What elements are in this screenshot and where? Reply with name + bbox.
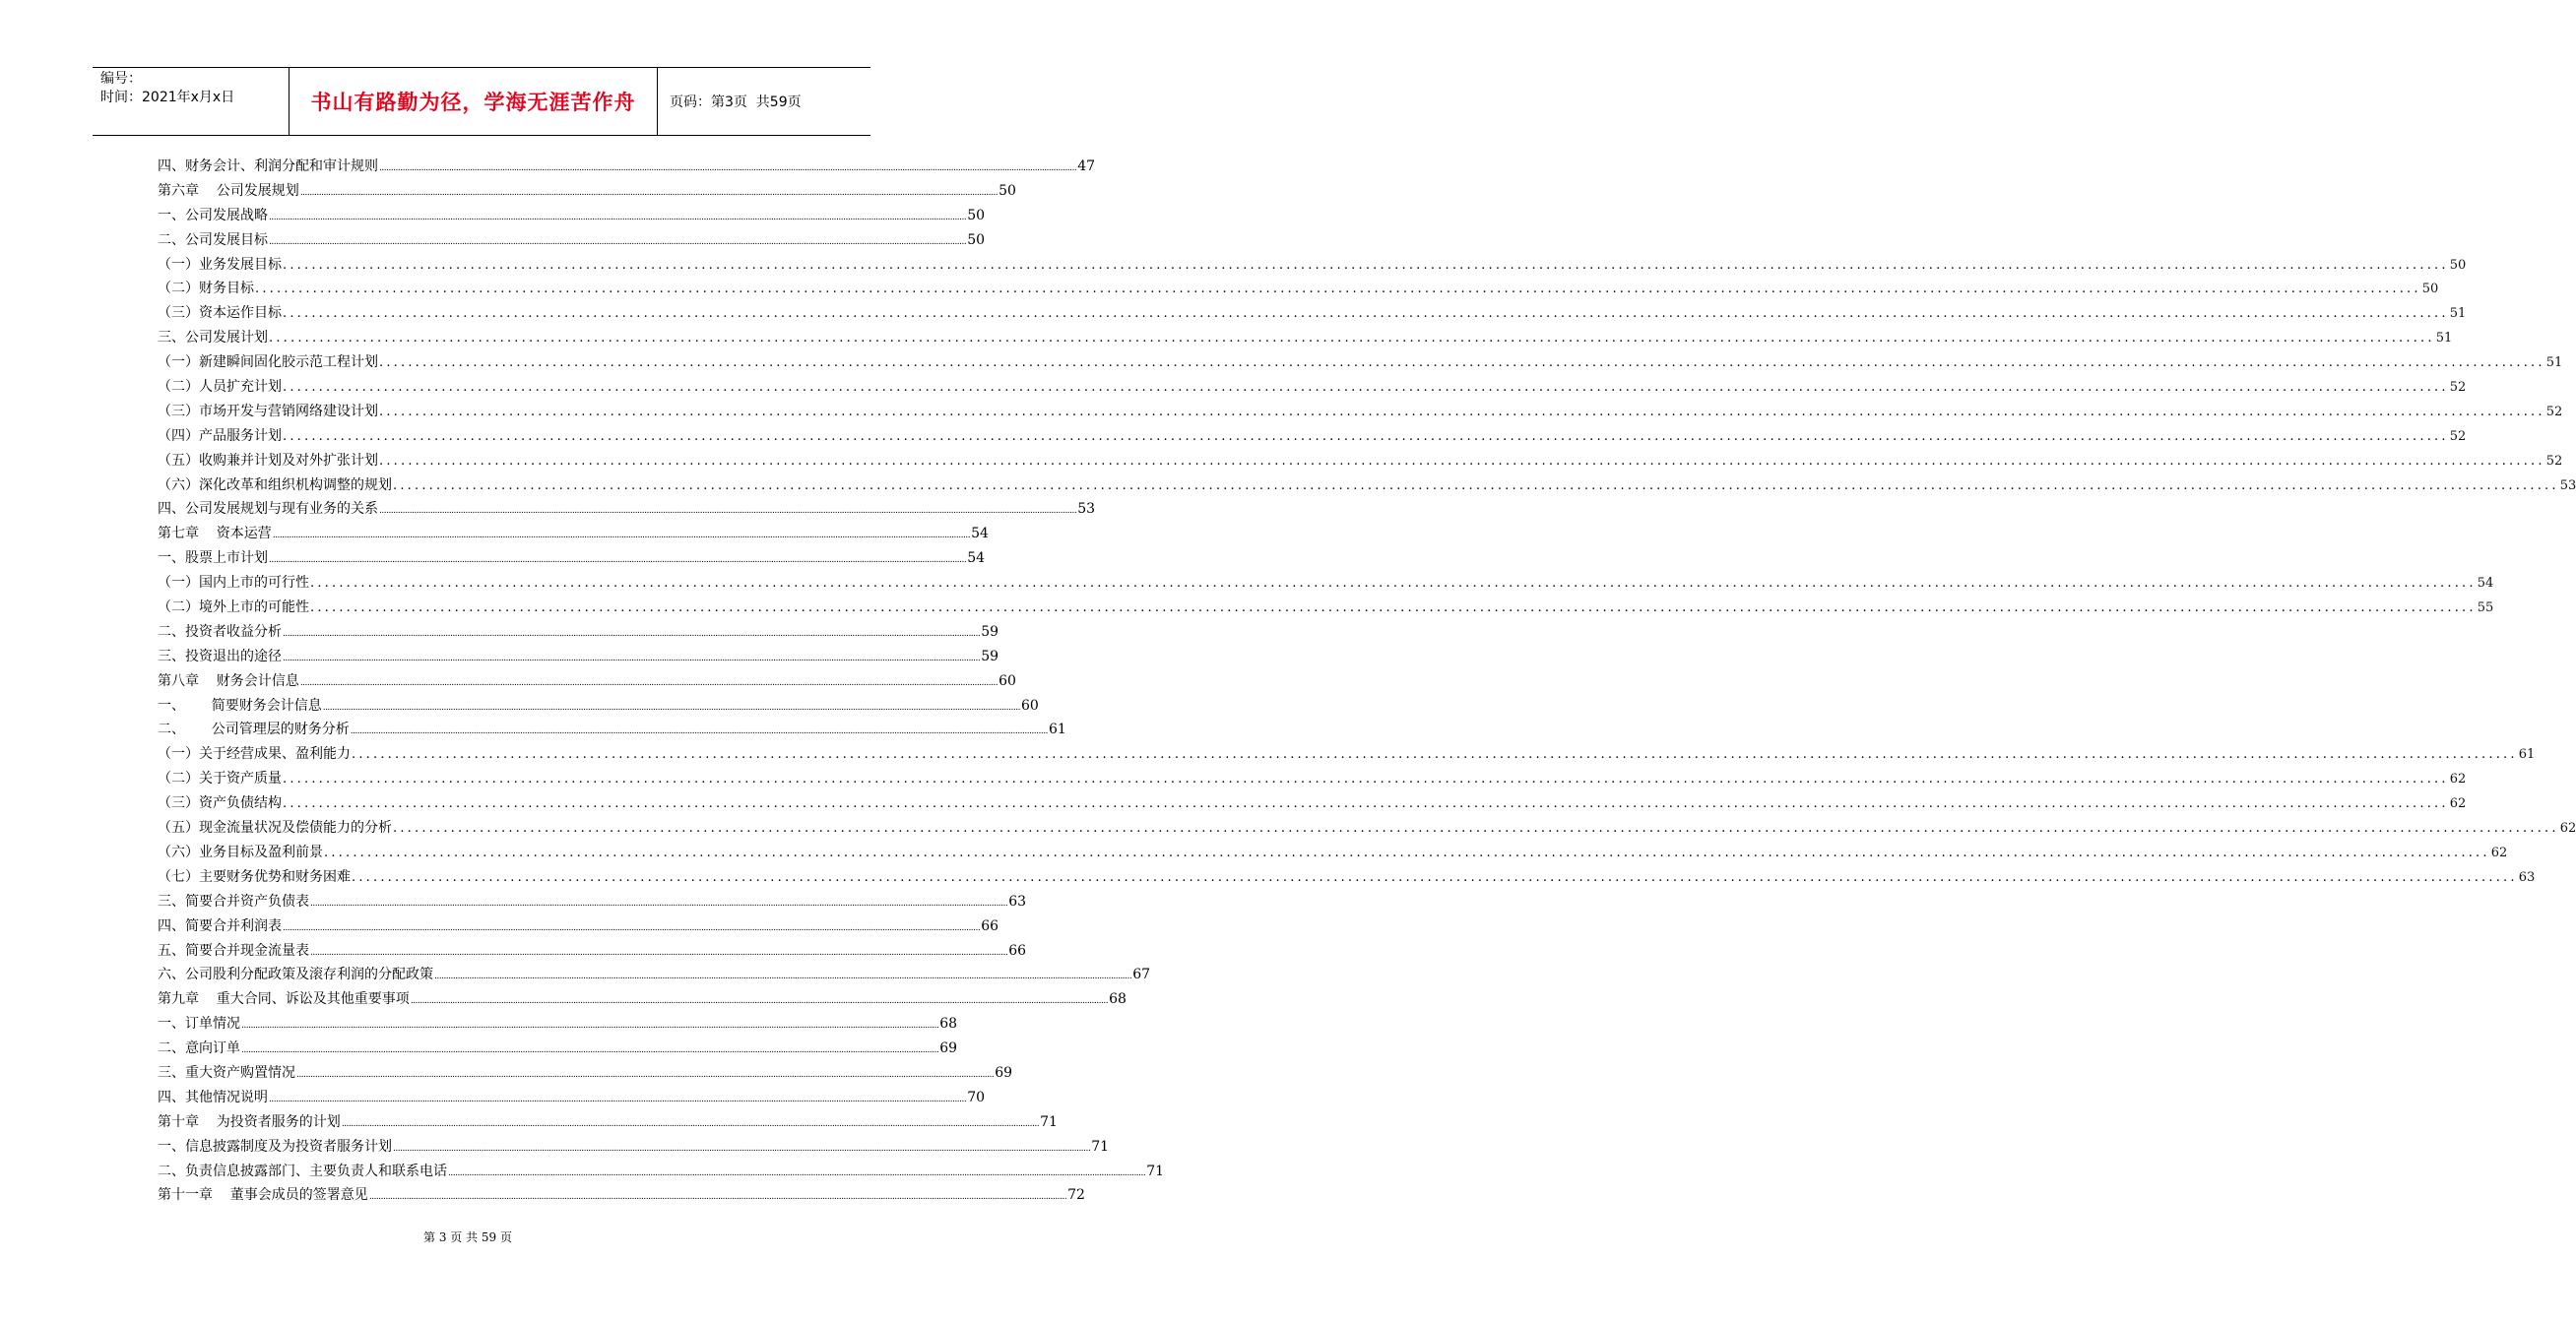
toc-entry[interactable] (158, 1087, 986, 1111)
toc-entry-title: 第八章 财务会计信息 (158, 672, 299, 689)
toc-entry[interactable] (158, 229, 986, 254)
toc-entry[interactable] (158, 425, 2467, 450)
toc-entry[interactable] (158, 278, 2439, 302)
toc-entry[interactable] (158, 891, 1027, 915)
toc-leader-dots: ............................................................................................................................................................................................................................................................................................................ (368, 1192, 1067, 1203)
toc-entry-page: 53 (1077, 501, 1096, 518)
toc-entry-page: 54 (967, 550, 986, 567)
toc-entry[interactable] (158, 523, 989, 547)
toc-leader-dots: ............................................................................................................................................................................................................................................................................................................ (379, 404, 2545, 419)
toc-entry[interactable] (158, 940, 1027, 965)
toc-leader-dots: ............................................................................................................................................................................................................................................................................................................ (283, 772, 2449, 788)
toc-leader-dots: ............................................................................................................................................................................................................................................................................................................ (350, 726, 1048, 737)
toc-leader-dots: ............................................................................................................................................................................................................................................................................................................ (283, 306, 2449, 322)
toc-entry-title: 第十章 为投资者服务的计划 (158, 1113, 341, 1130)
header-page-cell (658, 68, 870, 135)
toc-entry-page: 72 (1067, 1187, 1085, 1204)
toc-entry-page: 50 (998, 182, 1016, 199)
toc-entry-page: 71 (1146, 1163, 1165, 1179)
toc-entry-title: 三、公司发展计划 (158, 330, 268, 346)
toc-entry-page: 69 (995, 1064, 1013, 1081)
toc-entry[interactable] (158, 743, 2536, 768)
toc-leader-dots: ............................................................................................................................................................................................................................................................................................................ (379, 163, 1077, 173)
toc-entry[interactable] (158, 498, 1096, 523)
toc-entry-title: 第九章 重大合同、诉讼及其他重要事项 (158, 991, 410, 1008)
toc-leader-dots: ............................................................................................................................................................................................................................................................................................................ (352, 747, 2518, 763)
toc-entry-title: （六）业务目标及盈利前景 (158, 844, 323, 860)
toc-entry-title: 一、股票上市计划 (158, 550, 268, 567)
toc-entry-title: （七）主要财务优势和财务困难 (158, 868, 351, 885)
toc-entry-page: 50 (2421, 282, 2439, 297)
toc-leader-dots: ............................................................................................................................................................................................................................................................................................................ (241, 1021, 939, 1032)
toc-leader-dots: ............................................................................................................................................................................................................................................................................................................ (393, 477, 2559, 493)
toc-entry-page: 68 (939, 1016, 958, 1033)
toc-leader-dots: ............................................................................................................................................................................................................................................................................................................ (341, 1118, 1040, 1129)
toc-leader-dots: ............................................................................................................................................................................................................................................................................................................ (299, 187, 998, 198)
toc-leader-dots: ............................................................................................................................................................................................................................................................................................................ (283, 653, 981, 663)
toc-entry[interactable] (158, 572, 2494, 597)
page-footer: 第 3 页 共 59 页 (423, 1230, 512, 1244)
toc-entry-page: 51 (2449, 306, 2467, 322)
table-of-contents (158, 156, 2576, 1209)
toc-entry-title: 四、简要合并利润表 (158, 917, 282, 934)
toc-entry-title: （二）财务目标 (158, 281, 254, 297)
toc-entry-page: 61 (2518, 747, 2536, 763)
toc-entry[interactable] (158, 401, 2563, 425)
toc-leader-dots: ............................................................................................................................................................................................................................................................................................................ (448, 1167, 1146, 1178)
toc-entry[interactable] (158, 1161, 1165, 1185)
toc-entry-title: （二）人员扩充计划 (158, 379, 282, 396)
toc-entry-title: 第十一章 董事会成员的签署意见 (158, 1187, 368, 1204)
toc-entry[interactable] (158, 915, 999, 940)
toc-entry-page: 63 (1008, 893, 1027, 910)
toc-entry[interactable] (158, 1111, 1058, 1136)
toc-entry-title: 六、公司股利分配政策及滚存利润的分配政策 (158, 967, 433, 983)
toc-entry-page: 60 (1020, 697, 1039, 714)
toc-entry-title: （二）关于资产质量 (158, 771, 282, 788)
toc-leader-dots: ............................................................................................................................................................................................................................................................................................................ (269, 555, 967, 566)
toc-leader-dots: ............................................................................................................................................................................................................................................................................................................ (269, 236, 967, 247)
toc-entry-page: 63 (2518, 869, 2536, 885)
page-header (93, 67, 870, 136)
toc-entry-page: 66 (981, 917, 999, 934)
toc-entry-title: 三、简要合并资产负债表 (158, 893, 309, 910)
toc-entry-title: （三）资产负债结构 (158, 795, 282, 812)
header-motto: 书山有路勤为径，学海无涯苦作舟 (310, 91, 636, 114)
toc-entry-page: 62 (2559, 821, 2576, 837)
toc-entry-page: 52 (2449, 380, 2467, 396)
toc-entry-page: 51 (2545, 355, 2563, 371)
toc-entry[interactable] (158, 866, 2536, 891)
toc-entry-page: 47 (1077, 158, 1096, 174)
toc-entry[interactable] (158, 450, 2563, 474)
toc-entry-title: 四、其他情况说明 (158, 1089, 268, 1105)
toc-entry[interactable] (158, 1038, 958, 1062)
toc-leader-dots: ............................................................................................................................................................................................................................................................................................................ (299, 677, 998, 688)
toc-entry-title: 二、负责信息披露部门、主要负责人和联系电话 (158, 1163, 447, 1179)
toc-leader-dots: ............................................................................................................................................................................................................................................................................................................ (241, 1045, 939, 1056)
toc-leader-dots: ............................................................................................................................................................................................................................................................................................................ (283, 922, 981, 933)
toc-entry-title: 一、公司发展战略 (158, 207, 268, 223)
toc-entry-title: 四、财务会计、利润分配和审计规则 (158, 158, 378, 174)
toc-entry-page: 50 (2449, 257, 2467, 273)
toc-leader-dots: ............................................................................................................................................................................................................................................................................................................ (310, 898, 1008, 909)
toc-entry-page: 71 (1091, 1138, 1110, 1155)
toc-entry-page: 59 (981, 648, 999, 664)
toc-entry-page: 60 (998, 672, 1016, 689)
toc-entry-page: 55 (2477, 600, 2494, 616)
toc-entry[interactable] (158, 695, 1039, 720)
toc-entry-page: 68 (1109, 991, 1127, 1008)
toc-leader-dots: ............................................................................................................................................................................................................................................................................................................ (283, 257, 2449, 273)
toc-entry-page: 70 (967, 1089, 986, 1105)
toc-entry[interactable] (158, 1136, 1110, 1161)
toc-entry[interactable] (158, 1184, 1085, 1209)
toc-entry-title: 三、投资退出的途径 (158, 648, 282, 664)
toc-entry-page: 69 (939, 1040, 958, 1057)
toc-entry-title: 四、公司发展规划与现有业务的关系 (158, 501, 378, 518)
toc-leader-dots: ............................................................................................................................................................................................................................................................................................................ (324, 845, 2490, 860)
toc-leader-dots: ............................................................................................................................................................................................................................................................................................................ (272, 531, 971, 541)
toc-entry-page: 54 (2477, 576, 2494, 592)
toc-entry[interactable] (158, 1013, 958, 1038)
toc-leader-dots: ............................................................................................................................................................................................................................................................................................................ (434, 972, 1132, 982)
toc-leader-dots: ............................................................................................................................................................................................................................................................................................................ (393, 821, 2559, 837)
toc-entry-title: 一、 简要财务会计信息 (158, 697, 322, 714)
toc-leader-dots: ............................................................................................................................................................................................................................................................................................................ (310, 947, 1008, 958)
toc-entry-title: （三）资本运作目标 (158, 305, 282, 322)
toc-entry-page: 62 (2449, 796, 2467, 812)
toc-leader-dots: ............................................................................................................................................................................................................................................................................................................ (269, 1094, 967, 1104)
toc-entry-page: 54 (971, 526, 989, 542)
toc-entry[interactable] (158, 670, 1016, 695)
toc-entry-page: 71 (1040, 1113, 1058, 1130)
toc-entry[interactable] (158, 988, 1127, 1013)
toc-leader-dots: ............................................................................................................................................................................................................................................................................................................ (283, 428, 2449, 444)
toc-entry[interactable] (158, 817, 2576, 842)
toc-entry[interactable] (158, 302, 2467, 327)
toc-entry-title: 三、重大资产购置情况 (158, 1064, 295, 1081)
toc-leader-dots: ............................................................................................................................................................................................................................................................................................................ (255, 282, 2421, 297)
toc-leader-dots: ............................................................................................................................................................................................................................................................................................................ (379, 355, 2545, 371)
toc-entry-page: 62 (2449, 772, 2467, 788)
toc-entry[interactable] (158, 351, 2563, 376)
toc-entry-page: 66 (1008, 942, 1027, 959)
toc-entry[interactable] (158, 254, 2467, 279)
toc-entry-page: 50 (967, 207, 986, 223)
toc-entry[interactable] (158, 597, 2494, 621)
toc-entry-page: 52 (2545, 404, 2563, 419)
toc-entry-title: （六）深化改革和组织机构调整的规划 (158, 476, 392, 493)
toc-entry-title: （二）境外上市的可能性 (158, 599, 309, 616)
toc-leader-dots: ............................................................................................................................................................................................................................................................................................................ (322, 702, 1020, 713)
toc-leader-dots: ............................................................................................................................................................................................................................................................................................................ (410, 996, 1109, 1007)
toc-entry[interactable] (158, 180, 1016, 205)
toc-leader-dots: ............................................................................................................................................................................................................................................................................................................ (296, 1069, 995, 1080)
toc-entry-page: 62 (2490, 845, 2508, 860)
toc-leader-dots: ............................................................................................................................................................................................................................................................................................................ (310, 600, 2477, 616)
toc-entry-page: 59 (981, 623, 999, 640)
toc-entry-page: 52 (2545, 453, 2563, 469)
toc-leader-dots: ............................................................................................................................................................................................................................................................................................................ (379, 506, 1077, 517)
toc-entry[interactable] (158, 646, 999, 670)
toc-entry-page: 52 (2449, 428, 2467, 444)
toc-entry-title: 一、信息披露制度及为投资者服务计划 (158, 1138, 392, 1155)
toc-entry-page: 53 (2559, 477, 2576, 493)
toc-entry-title: （五）收购兼并计划及对外扩张计划 (158, 452, 378, 469)
toc-leader-dots: ............................................................................................................................................................................................................................................................................................................ (269, 331, 2435, 346)
toc-entry-title: 第六章 公司发展规划 (158, 182, 299, 199)
toc-entry-title: 二、意向订单 (158, 1040, 240, 1057)
toc-entry[interactable] (158, 156, 1096, 180)
toc-entry-title: （一）新建瞬间固化胶示范工程计划 (158, 354, 378, 371)
toc-leader-dots: ............................................................................................................................................................................................................................................................................................................ (352, 869, 2518, 885)
toc-leader-dots: ............................................................................................................................................................................................................................................................................................................ (269, 212, 967, 222)
toc-entry-page: 50 (967, 231, 986, 248)
toc-entry-title: 一、订单情况 (158, 1016, 240, 1033)
document-code-label: 编号： (100, 71, 142, 87)
toc-entry-page: 61 (1048, 722, 1066, 738)
toc-entry-page: 51 (2435, 331, 2453, 346)
toc-leader-dots: ............................................................................................................................................................................................................................................................................................................ (310, 576, 2477, 592)
toc-entry[interactable] (158, 792, 2467, 817)
toc-leader-dots: ............................................................................................................................................................................................................................................................................................................ (283, 380, 2449, 396)
toc-entry[interactable] (158, 964, 1151, 988)
toc-entry[interactable] (158, 621, 999, 646)
toc-entry-title: 五、简要合并现金流量表 (158, 942, 309, 959)
toc-entry-title: （一）国内上市的可行性 (158, 575, 309, 592)
toc-entry[interactable] (158, 205, 986, 229)
toc-leader-dots: ............................................................................................................................................................................................................................................................................................................ (283, 796, 2449, 812)
toc-entry[interactable] (158, 327, 2453, 351)
toc-leader-dots: ............................................................................................................................................................................................................................................................................................................ (283, 628, 981, 639)
toc-entry-title: 二、 公司管理层的财务分析 (158, 722, 350, 738)
document-time-label: 时间：2021年x月x日 (100, 90, 235, 105)
toc-entry[interactable] (158, 474, 2576, 499)
toc-entry-title: （三）市场开发与营销网络建设计划 (158, 403, 378, 419)
toc-entry-title: 二、投资者收益分析 (158, 623, 282, 640)
toc-entry[interactable] (158, 376, 2467, 401)
toc-entry[interactable] (158, 768, 2467, 792)
toc-entry-title: （四）产品服务计划 (158, 427, 282, 444)
toc-entry[interactable] (158, 719, 1066, 743)
toc-entry[interactable] (158, 842, 2508, 866)
toc-leader-dots: ............................................................................................................................................................................................................................................................................................................ (379, 453, 2545, 469)
toc-entry-page: 67 (1132, 967, 1151, 983)
header-page-number: 页码：第3页 共59页 (670, 94, 802, 110)
toc-entry-title: （一）关于经营成果、盈利能力 (158, 746, 351, 763)
toc-leader-dots: ............................................................................................................................................................................................................................................................................................................ (393, 1143, 1091, 1154)
toc-entry-title: （一）业务发展目标 (158, 256, 282, 273)
toc-entry[interactable] (158, 1062, 1013, 1087)
header-left-cell (93, 68, 290, 135)
toc-entry-title: （五）现金流量状况及偿债能力的分析 (158, 820, 392, 837)
toc-entry-title: 第七章 资本运营 (158, 526, 272, 542)
header-motto-cell (290, 68, 658, 135)
toc-entry[interactable] (158, 547, 986, 572)
toc-entry-title: 二、公司发展目标 (158, 231, 268, 248)
